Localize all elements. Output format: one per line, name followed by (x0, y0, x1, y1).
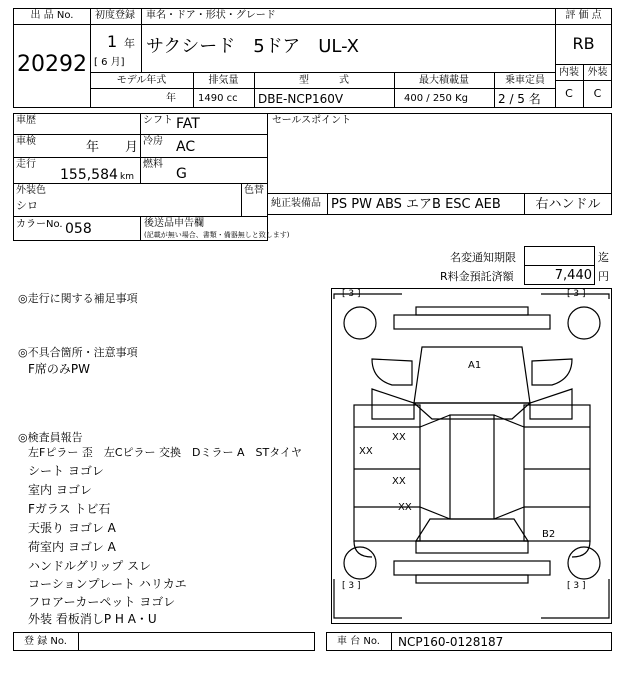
vehicle-title: サクシード 5ドア UL-X (146, 36, 360, 57)
first-reg-label: 初度登録 (95, 10, 135, 21)
history-label: 車歴 (16, 115, 36, 126)
tire-label: [ 3 ] (567, 289, 586, 299)
exterior-label: 外装 (587, 67, 608, 78)
color: シロ (16, 199, 38, 212)
transfer-deadline-box (524, 246, 595, 266)
recycle-fee-unit: 円 (598, 270, 609, 283)
tire-rear-right (568, 547, 600, 579)
inspector-line: 外装 看板消しP H A・U (28, 612, 157, 626)
inspector-line: 室内 ヨゴレ (28, 483, 92, 497)
color-label: 外装色 (16, 185, 46, 196)
first-reg-year: 1 (107, 32, 118, 51)
tire-front-left (344, 307, 376, 339)
equipment: PS PW ABS エアB ESC AEB (331, 197, 501, 212)
inspector-line: シート ヨゴレ (28, 464, 104, 478)
mileage-unit: km (120, 172, 134, 182)
fuel: G (176, 166, 187, 182)
inspection-label: 車検 (16, 136, 36, 147)
damage-mark: XX (398, 502, 412, 513)
inspector-line: Fガラス トビ石 (28, 502, 111, 516)
car-diagram (331, 288, 612, 624)
inspector-title: ◎検査員報告 (18, 431, 83, 444)
shift-label: シフト (143, 115, 173, 126)
score: RB (572, 34, 595, 53)
mileage-label: 走行 (16, 159, 36, 170)
transfer-deadline-label: 名変通知期限 (450, 251, 516, 264)
docs-note: (記載が無い場合、書類・備器無しと致します) (144, 231, 290, 239)
transfer-deadline-unit: 迄 (598, 251, 609, 264)
model-type: DBE-NCP160V (258, 92, 344, 106)
model-year-label: モデル年式 (116, 75, 167, 86)
fuel-label: 燃料 (143, 159, 163, 170)
exterior-score: C (593, 87, 602, 100)
tire-label: [ 3 ] (342, 289, 361, 299)
recycle-fee-label: R料金預託済額 (440, 270, 514, 283)
inspection-value: 年 月 (86, 140, 139, 155)
lot-number-label: 出 品 No. (30, 10, 74, 21)
max-load-label: 最大積載量 (419, 75, 469, 86)
capacity: 2 / 5 名 (498, 92, 541, 106)
interior-label: 内装 (559, 67, 579, 78)
color-no: 058 (65, 221, 92, 237)
equipment-label: 純正装備品 (271, 198, 321, 209)
recycle-fee: 7,440 (554, 268, 592, 283)
color-change-label: 色替 (244, 185, 264, 196)
defects-title: ◎不具合箇所・注意事項 (18, 346, 138, 359)
ac-label: 冷房 (143, 136, 163, 147)
capacity-label: 乗車定員 (505, 75, 545, 86)
type-label: 型 式 (299, 75, 349, 86)
chassis-label: 車 台 No. (337, 636, 380, 647)
damage-mark: XX (392, 432, 406, 443)
tire-front-right (568, 307, 600, 339)
first-reg-year-unit: 年 (124, 37, 135, 50)
mileage: 155,584 (60, 167, 118, 183)
displacement-label: 排気量 (208, 75, 239, 86)
defect-line: F席のみPW (28, 362, 91, 376)
inspector-line: ハンドルグリップ スレ (28, 559, 152, 573)
steering: 右ハンドル (535, 197, 601, 212)
lot-number: 20292 (17, 52, 87, 77)
tire-rear-left (344, 547, 376, 579)
driving-notes-title: ◎走行に関する補足事項 (18, 292, 138, 305)
inspector-line: 天張り ヨゴレ A (28, 521, 116, 535)
sales-point-label: セールスポイント (272, 115, 352, 126)
color-no-label: カラーNo. (16, 219, 63, 230)
damage-mark: XX (359, 446, 373, 457)
registration-label: 登 録 No. (24, 636, 67, 647)
inspector-line: コーションプレート ハリカエ (28, 577, 187, 591)
shift: FAT (176, 116, 200, 132)
chassis-number: NCP160-0128187 (398, 635, 504, 649)
docs-label: 後送品申告欄 (144, 218, 204, 229)
damage-mark: A1 (468, 360, 482, 371)
max-load: 400 / 250 Kg (404, 93, 468, 104)
inspector-line: フロアーカーペット ヨゴレ (28, 595, 176, 609)
title-label: 車名・ドア・形状・グレード (146, 10, 276, 21)
damage-mark: B2 (542, 529, 556, 540)
score-label: 評 価 点 (565, 10, 602, 21)
model-year-unit: 年 (166, 93, 176, 104)
displacement: 1490 cc (198, 93, 238, 104)
inspector-line: 左Fピラー 歪 左Cピラー 交換 Dミラー A STタイヤ (28, 446, 302, 459)
ac: AC (176, 139, 196, 155)
interior-score: C (565, 87, 573, 100)
damage-mark: XX (392, 476, 406, 487)
first-reg-month: [ 6 月] (94, 57, 125, 68)
inspector-line: 荷室内 ヨゴレ A (28, 540, 116, 554)
tire-label: [ 3 ] (567, 581, 586, 591)
tire-label: [ 3 ] (342, 581, 361, 591)
